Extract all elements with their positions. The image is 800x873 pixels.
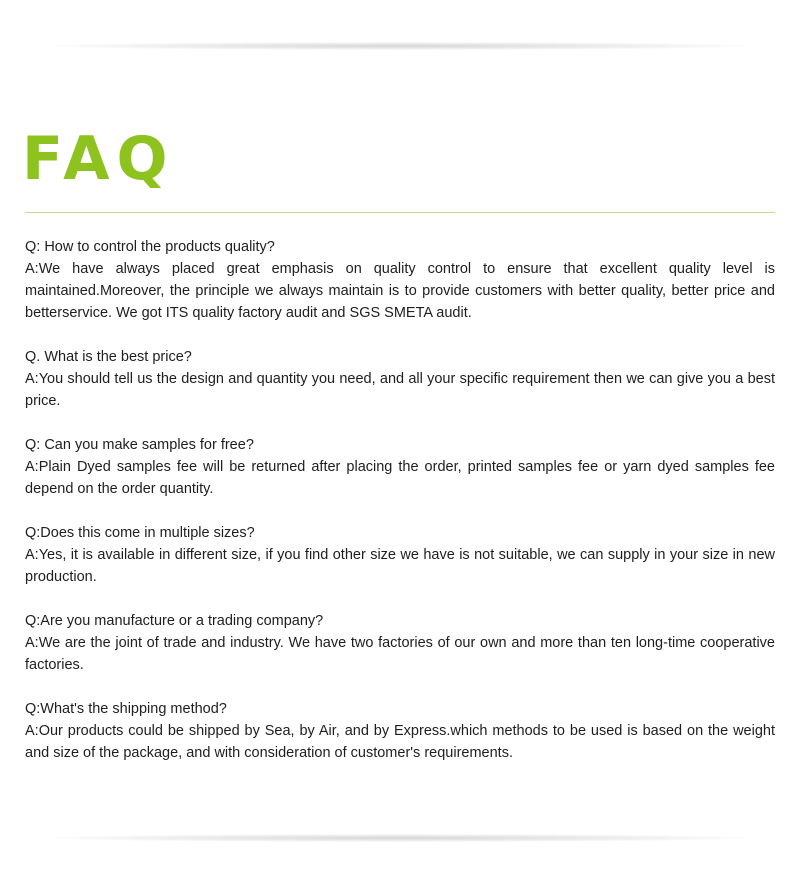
top-shadow-divider: [50, 42, 750, 50]
bottom-shadow-divider: [50, 834, 750, 842]
faq-answer: A:We have always placed great emphasis on quality control to ensure that excellent quality level is maintained.Moreover, the principle we always maintain is to provide customers with better quality, better price and betterservice. We got ITS quality factory audit and SGS SMETA audit.: [25, 261, 775, 321]
faq-item: [25, 698, 775, 764]
faq-answer: A:Plain Dyed samples fee will be returned after placing the order, printed samples fee or yarn dyed samples fee depend on the order quantity.: [25, 459, 775, 497]
faq-question: Q. What is the best price?: [25, 349, 192, 365]
faq-question: Q:What's the shipping method?: [25, 701, 227, 717]
faq-item: [25, 346, 775, 412]
page-title: FAQ: [22, 124, 175, 194]
faq-item: [25, 522, 775, 588]
faq-item: [25, 236, 775, 324]
faq-item: [25, 610, 775, 676]
faq-answer: A:We are the joint of trade and industry. We have two factories of our own and more than ten long-time cooperative factories.: [25, 635, 775, 673]
faq-answer: A:You should tell us the design and quantity you need, and all your specific requirement then we can give you a best price.: [25, 371, 775, 409]
faq-question: Q:Are you manufacture or a trading company?: [25, 613, 324, 629]
faq-list: [25, 236, 775, 786]
faq-answer: A:Our products could be shipped by Sea, by Air, and by Express.which methods to be used is based on the weight and size of the package, and with consideration of customer's requirements.: [25, 723, 775, 761]
faq-question: Q: Can you make samples for free?: [25, 437, 254, 453]
faq-answer: A:Yes, it is available in different size, if you find other size we have is not suitable, we can supply in your size in new production.: [25, 547, 775, 585]
faq-question: Q:Does this come in multiple sizes?: [25, 525, 255, 541]
title-divider: [25, 212, 775, 213]
faq-item: [25, 434, 775, 500]
faq-question: Q: How to control the products quality?: [25, 239, 275, 255]
